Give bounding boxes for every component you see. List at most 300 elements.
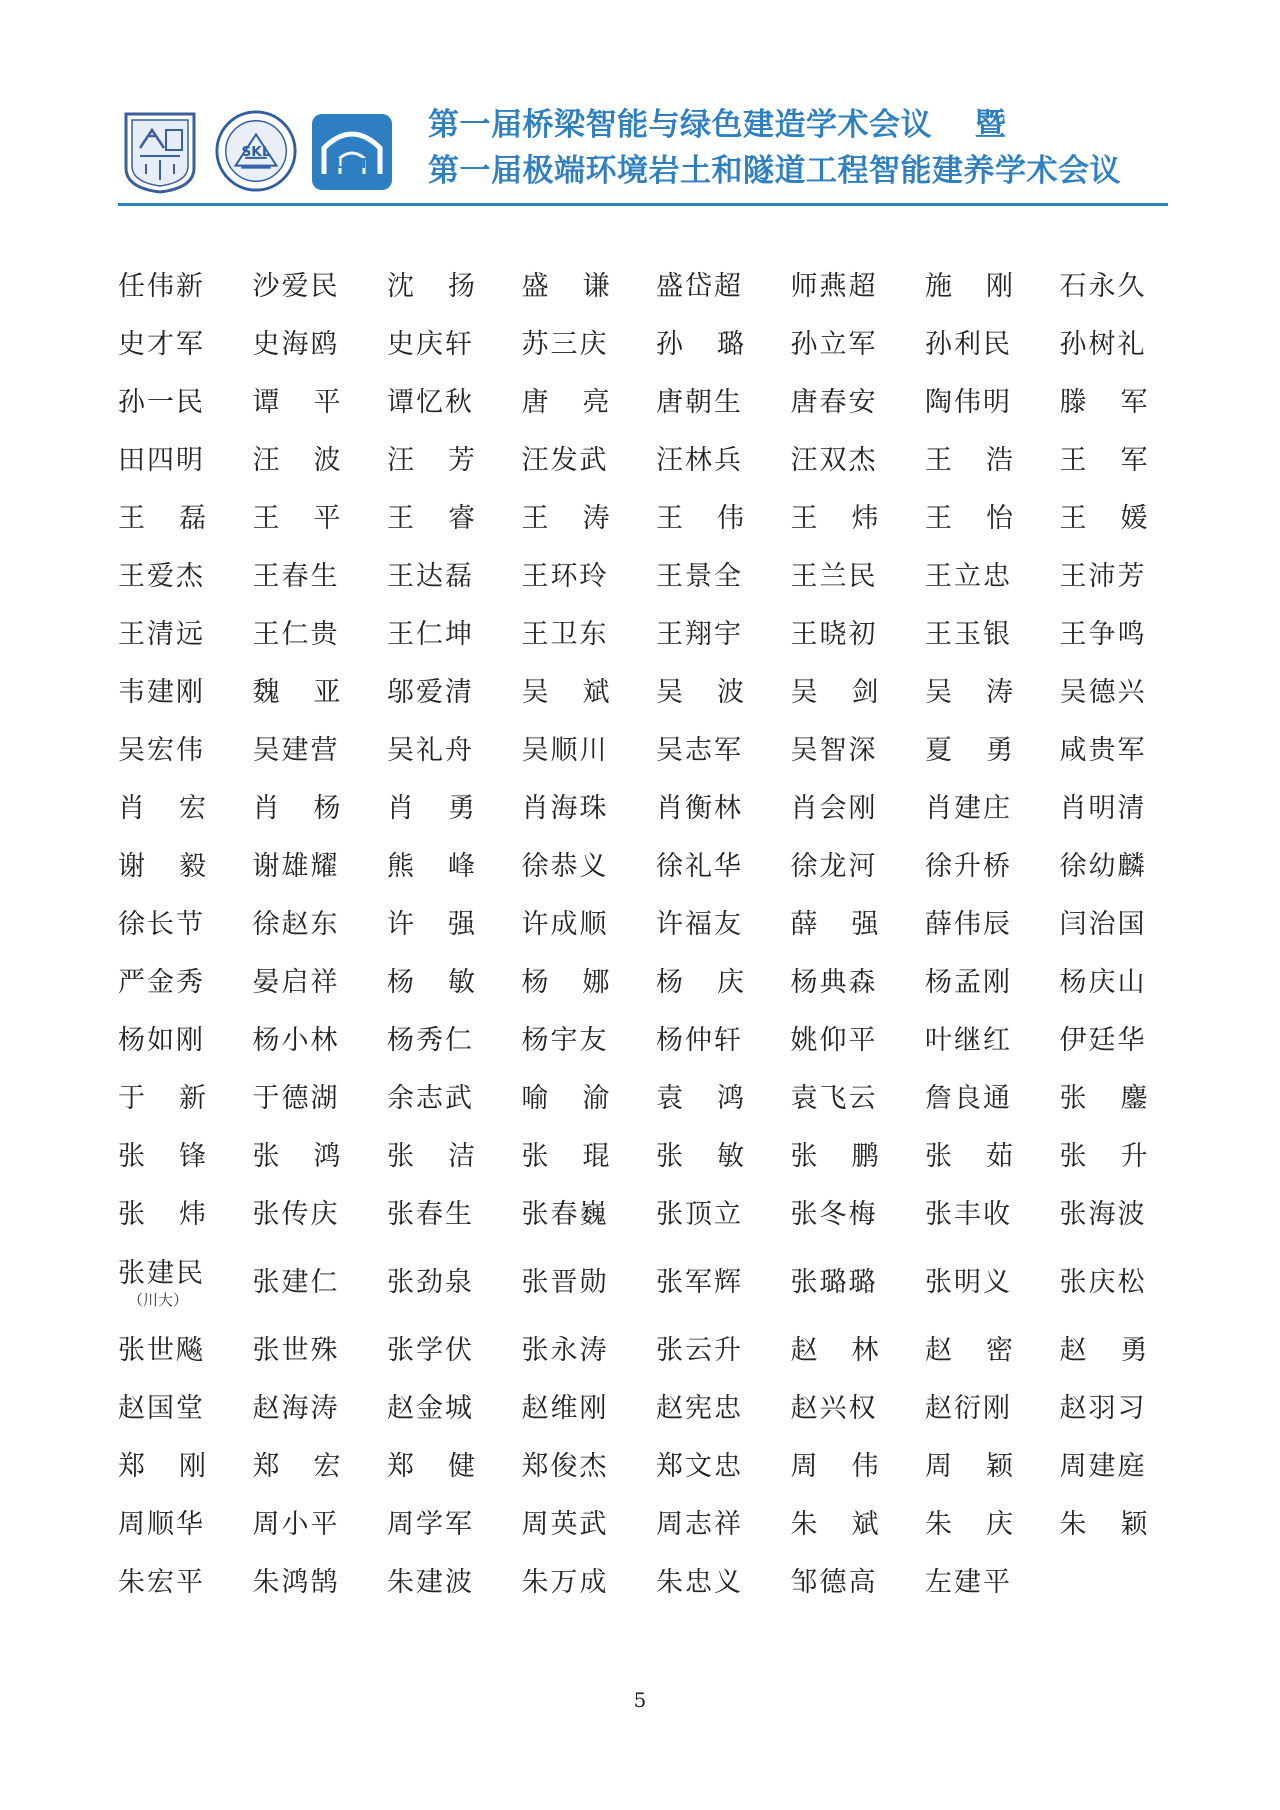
name-entry: 姚仰平 (790, 1025, 878, 1056)
name-cell (522, 618, 657, 652)
name-char: 盛 (521, 271, 549, 302)
name-char: 伟 (717, 503, 744, 534)
header-rule (118, 203, 1168, 206)
name-entry: 王卫东 (521, 619, 609, 650)
name-char: 磊 (179, 503, 206, 534)
name-char: 肖 (252, 793, 280, 824)
name-char: 涛 (582, 503, 610, 534)
name-entry: 石永久 (1059, 271, 1147, 302)
name-entry: 朱宏平 (118, 1567, 205, 1598)
name-entry: 唐春安 (790, 387, 878, 418)
name-entry: 严金秀 (118, 967, 205, 998)
name-char: 怡 (986, 503, 1013, 534)
name-entry: 张明义 (925, 1267, 1012, 1298)
name-row (118, 1380, 1168, 1438)
name-cell (522, 1566, 657, 1600)
name-grid (118, 258, 1168, 1612)
name-entry: 赵维刚 (521, 1393, 609, 1424)
name-char: 谢 (118, 851, 145, 882)
name-char: 浩 (986, 445, 1013, 476)
name-cell (1060, 1140, 1195, 1174)
name-cell (656, 676, 791, 710)
name-row (118, 838, 1168, 896)
name-char: 峰 (448, 851, 475, 882)
name-cell (791, 734, 926, 768)
name-entry: 徐恭义 (521, 851, 609, 882)
name-entry (118, 502, 206, 536)
name-entry (253, 676, 341, 710)
name-cell (118, 1024, 253, 1058)
name-cell (522, 966, 657, 1000)
name-cell (387, 966, 522, 1000)
name-entry: 杨典森 (790, 967, 878, 998)
name-entry: 唐朝生 (656, 387, 743, 418)
name-cell (387, 502, 522, 536)
name-cell (1060, 386, 1195, 420)
name-entry: 张顶立 (656, 1199, 743, 1230)
name-char: 王 (118, 503, 145, 534)
name-entry (925, 676, 1013, 710)
name-char: 勇 (986, 735, 1013, 766)
name-entry: 孙树礼 (1059, 329, 1147, 360)
name-cell (118, 1566, 253, 1600)
name-cell (118, 560, 253, 594)
name-entry: 叶继红 (925, 1025, 1012, 1056)
name-cell (387, 734, 522, 768)
name-char: 王 (790, 503, 818, 534)
name-cell (925, 966, 1060, 1000)
name-entry (387, 908, 475, 942)
name-entry (925, 1508, 1013, 1542)
name-entry (656, 328, 744, 362)
name-cell (791, 1566, 926, 1600)
name-char: 王 (656, 503, 683, 534)
name-char: 张 (118, 1141, 145, 1172)
name-row (118, 432, 1168, 490)
name-entry: 徐幼麟 (1059, 851, 1147, 882)
name-row (118, 1128, 1168, 1186)
name-entry: 张云升 (656, 1335, 743, 1366)
name-entry: 王仁坤 (387, 619, 474, 650)
name-cell (522, 386, 657, 420)
name-cell (118, 966, 253, 1000)
name-cell (522, 1392, 657, 1426)
name-entry (791, 1140, 879, 1174)
name-cell (253, 676, 388, 710)
name-cell (656, 386, 791, 420)
name-cell (1060, 328, 1195, 362)
name-entry (118, 1198, 206, 1232)
name-cell (387, 1140, 522, 1174)
name-entry: 张晋勋 (521, 1267, 609, 1298)
name-entry: 张劲泉 (387, 1267, 474, 1298)
name-entry (1060, 386, 1148, 420)
name-entry (387, 444, 475, 478)
name-row (118, 1012, 1168, 1070)
name-cell (656, 792, 791, 826)
name-cell (791, 908, 926, 942)
name-row (118, 606, 1168, 664)
name-entry (1060, 502, 1148, 536)
name-entry: 周小平 (252, 1509, 340, 1540)
name-entry: 史才军 (118, 329, 205, 360)
name-cell (791, 1140, 926, 1174)
name-char: 宏 (179, 793, 206, 824)
name-entry: 任伟新 (118, 271, 205, 302)
name-cell (522, 792, 657, 826)
name-entry: 朱万成 (521, 1567, 609, 1598)
name-cell (925, 502, 1060, 536)
name-char: 平 (313, 387, 341, 418)
name-cell (791, 386, 926, 420)
name-row (118, 1554, 1168, 1612)
name-cell (925, 1198, 1060, 1232)
name-entry: 徐礼华 (656, 851, 743, 882)
name-char: 杨 (656, 967, 683, 998)
name-cell (387, 908, 522, 942)
name-entry: 沙爱民 (252, 271, 340, 302)
name-entry: 史庆轩 (387, 329, 474, 360)
name-cell (522, 444, 657, 478)
name-char: 吴 (656, 677, 683, 708)
name-cell (387, 1198, 522, 1232)
name-entry (118, 1450, 206, 1484)
name-entry: 杨小林 (252, 1025, 340, 1056)
name-char: 张 (521, 1141, 549, 1172)
name-cell (925, 328, 1060, 362)
name-char: 新 (179, 1083, 206, 1114)
name-entry: 张璐璐 (790, 1267, 878, 1298)
name-cell (118, 328, 253, 362)
name-char: 王 (252, 503, 280, 534)
name-entry (522, 270, 610, 304)
name-row (118, 316, 1168, 374)
name-cell (656, 1198, 791, 1232)
name-entry (1060, 1334, 1148, 1368)
name-cell (656, 1140, 791, 1174)
name-entry: 王兰民 (790, 561, 878, 592)
name-char: 波 (313, 445, 341, 476)
name-cell (925, 270, 1060, 304)
name-char: 鹏 (851, 1141, 879, 1172)
name-cell (118, 734, 253, 768)
name-cell (791, 444, 926, 478)
name-cell (791, 1082, 926, 1116)
name-entry: 师燕超 (790, 271, 878, 302)
name-cell (522, 1024, 657, 1058)
name-char: 平 (313, 503, 341, 534)
name-char: 璐 (717, 329, 744, 360)
title-line-1: 第一届桥梁智能与绿色建造学术会议 暨 (428, 107, 1007, 143)
name-entry: 赵国堂 (118, 1393, 205, 1424)
name-cell (791, 850, 926, 884)
name-cell (656, 1508, 791, 1542)
name-entry: 肖会刚 (790, 793, 878, 824)
name-entry (387, 850, 475, 884)
name-entry: 徐升桥 (925, 851, 1012, 882)
name-char: 杨 (521, 967, 549, 998)
name-entry: 徐赵东 (252, 909, 340, 940)
name-char: 魏 (252, 677, 280, 708)
name-char: 亚 (313, 677, 341, 708)
name-char: 郑 (118, 1451, 145, 1482)
name-entry (1060, 1508, 1148, 1542)
name-entry: 盛岱超 (656, 271, 743, 302)
name-cell (1060, 444, 1195, 478)
name-cell (925, 1508, 1060, 1542)
name-char: 杨 (387, 967, 414, 998)
name-cell (791, 1450, 926, 1484)
name-cell (1060, 1266, 1195, 1300)
name-row (118, 664, 1168, 722)
name-cell (253, 850, 388, 884)
name-cell (656, 328, 791, 362)
name-entry: 吴建营 (252, 735, 340, 766)
name-entry: 周学军 (387, 1509, 474, 1540)
name-char: 张 (656, 1141, 683, 1172)
name-entry (791, 502, 879, 536)
name-cell (1060, 1508, 1195, 1542)
name-cell (253, 328, 388, 362)
name-entry (387, 1140, 475, 1174)
name-cell (253, 966, 388, 1000)
name-entry (253, 386, 341, 420)
name-cell (118, 386, 253, 420)
name-cell (1060, 1082, 1195, 1116)
name-cell (387, 1082, 522, 1116)
name-char: 升 (1120, 1141, 1148, 1172)
name-entry: 杨如刚 (118, 1025, 205, 1056)
name-char: 芳 (448, 445, 475, 476)
name-cell (387, 328, 522, 362)
conference-title (428, 102, 1198, 194)
name-entry: 王景全 (656, 561, 743, 592)
name-cell (925, 676, 1060, 710)
name-entry: 孙一民 (118, 387, 205, 418)
name-char: 健 (448, 1451, 475, 1482)
name-entry: 于德湖 (252, 1083, 340, 1114)
name-char: 庆 (717, 967, 744, 998)
name-entry: 张世殊 (252, 1335, 340, 1366)
name-entry (925, 1140, 1013, 1174)
name-cell (522, 676, 657, 710)
name-entry: 徐长节 (118, 909, 205, 940)
name-entry: 杨秀仁 (387, 1025, 474, 1056)
name-entry: 邬爱清 (387, 677, 474, 708)
name-cell (1060, 734, 1195, 768)
name-char: 施 (925, 271, 952, 302)
name-cell (387, 850, 522, 884)
name-row (118, 1438, 1168, 1496)
name-cell (656, 1334, 791, 1368)
name-char: 张 (252, 1141, 280, 1172)
name-entry: 薛伟辰 (925, 909, 1012, 940)
name-cell (791, 1508, 926, 1542)
name-cell (925, 850, 1060, 884)
name-cell (253, 1266, 388, 1300)
name-entry (253, 1450, 341, 1484)
name-cell (925, 734, 1060, 768)
name-entry: 赵衍刚 (925, 1393, 1012, 1424)
name-char: 孙 (656, 329, 683, 360)
page-header (118, 100, 1168, 208)
name-cell (1060, 792, 1195, 826)
name-cell (118, 444, 253, 478)
name-char: 吴 (521, 677, 549, 708)
name-cell (925, 908, 1060, 942)
name-cell (118, 1082, 253, 1116)
name-char: 周 (925, 1451, 952, 1482)
name-char: 王 (1059, 503, 1087, 534)
name-cell (118, 908, 253, 942)
name-entry (656, 966, 744, 1000)
name-char: 斌 (582, 677, 610, 708)
name-entry: 张传庆 (252, 1199, 340, 1230)
name-row (118, 896, 1168, 954)
name-entry (118, 1082, 206, 1116)
name-char: 琨 (582, 1141, 610, 1172)
name-cell (925, 1392, 1060, 1426)
name-cell (791, 618, 926, 652)
name-cell (387, 618, 522, 652)
name-entry: 周顺华 (118, 1509, 205, 1540)
name-cell (925, 444, 1060, 478)
name-cell (253, 1566, 388, 1600)
name-cell (387, 792, 522, 826)
name-cell (791, 1334, 926, 1368)
name-entry (791, 908, 879, 942)
name-entry: 吴礼舟 (387, 735, 474, 766)
name-entry (253, 1140, 341, 1174)
name-cell (118, 676, 253, 710)
name-entry: 吴宏伟 (118, 735, 205, 766)
name-cell (522, 270, 657, 304)
name-char: 鏖 (1120, 1083, 1148, 1114)
name-entry: 伊廷华 (1059, 1025, 1147, 1056)
name-entry: 汪双杰 (790, 445, 878, 476)
name-entry: 咸贵军 (1059, 735, 1147, 766)
name-char: 宏 (313, 1451, 341, 1482)
name-entry (925, 734, 1013, 768)
name-cell (522, 1198, 657, 1232)
name-char: 赵 (925, 1335, 952, 1366)
name-cell (253, 502, 388, 536)
name-cell (387, 386, 522, 420)
name-entry (118, 792, 206, 826)
name-char: 王 (521, 503, 549, 534)
name-entry (1060, 1082, 1148, 1116)
name-entry: 郑俊杰 (521, 1451, 609, 1482)
name-char: 斌 (851, 1509, 879, 1540)
name-cell (522, 908, 657, 942)
name-entry (656, 676, 744, 710)
name-char: 林 (851, 1335, 879, 1366)
name-cell (118, 792, 253, 826)
name-cell (791, 1198, 926, 1232)
name-char: 敏 (448, 967, 475, 998)
title-line-2: 第一届极端环境岩土和隧道工程智能建养学术会议 (428, 153, 1121, 189)
name-char: 强 (448, 909, 475, 940)
name-entry: 张永涛 (521, 1335, 609, 1366)
name-char: 汪 (387, 445, 414, 476)
name-entry: 余志武 (387, 1083, 474, 1114)
name-char: 薛 (790, 909, 818, 940)
name-char: 王 (925, 445, 952, 476)
name-entry (118, 850, 206, 884)
name-cell (387, 676, 522, 710)
name-entry: 张冬梅 (790, 1199, 878, 1230)
name-cell (791, 1024, 926, 1058)
name-char: 张 (925, 1141, 952, 1172)
name-entry: 王清远 (118, 619, 205, 650)
name-entry: 肖海珠 (521, 793, 609, 824)
name-entry: 杨孟刚 (925, 967, 1012, 998)
name-cell (522, 560, 657, 594)
name-entry (253, 792, 341, 826)
name-char: 肖 (118, 793, 145, 824)
name-cell (118, 502, 253, 536)
name-entry: 张春巍 (521, 1199, 609, 1230)
name-cell (791, 676, 926, 710)
name-entry: 王立忠 (925, 561, 1012, 592)
name-entry (925, 1450, 1013, 1484)
name-entry: 王翔宇 (656, 619, 743, 650)
name-cell (656, 1082, 791, 1116)
name-cell (253, 792, 388, 826)
name-entry: 周英武 (521, 1509, 609, 1540)
name-cell (522, 1140, 657, 1174)
name-cell (656, 1392, 791, 1426)
name-cell (253, 1508, 388, 1542)
name-entry: 肖明清 (1059, 793, 1147, 824)
name-char: 朱 (1059, 1509, 1087, 1540)
name-cell (522, 1508, 657, 1542)
name-cell (925, 1566, 1060, 1600)
name-entry (387, 1450, 475, 1484)
name-char: 许 (387, 909, 414, 940)
name-entry: 徐龙河 (790, 851, 878, 882)
name-char: 谭 (252, 387, 280, 418)
name-entry: 晏启祥 (252, 967, 340, 998)
name-entry: 朱建波 (387, 1567, 474, 1598)
name-cell (253, 1392, 388, 1426)
name-row (118, 548, 1168, 606)
name-entry: 张军辉 (656, 1267, 743, 1298)
name-char: 刚 (986, 271, 1013, 302)
name-cell (791, 328, 926, 362)
name-char: 张 (118, 1199, 145, 1230)
name-char: 赵 (790, 1335, 818, 1366)
name-char: 茹 (986, 1141, 1013, 1172)
name-char: 鸿 (717, 1083, 744, 1114)
name-cell (118, 1508, 253, 1542)
name-cell (522, 1266, 657, 1300)
name-cell (656, 1450, 791, 1484)
name-row (118, 1186, 1168, 1244)
name-entry: 肖衡林 (656, 793, 743, 824)
name-cell (387, 1024, 522, 1058)
name-cell (1060, 1392, 1195, 1426)
name-cell (656, 734, 791, 768)
name-entry: 孙立军 (790, 329, 878, 360)
name-cell (1060, 966, 1195, 1000)
name-char: 伟 (851, 1451, 879, 1482)
name-entry: 杨仲轩 (656, 1025, 743, 1056)
name-cell (1060, 618, 1195, 652)
name-char: 密 (986, 1335, 1013, 1366)
name-entry: 张春生 (387, 1199, 474, 1230)
name-cell (118, 270, 253, 304)
